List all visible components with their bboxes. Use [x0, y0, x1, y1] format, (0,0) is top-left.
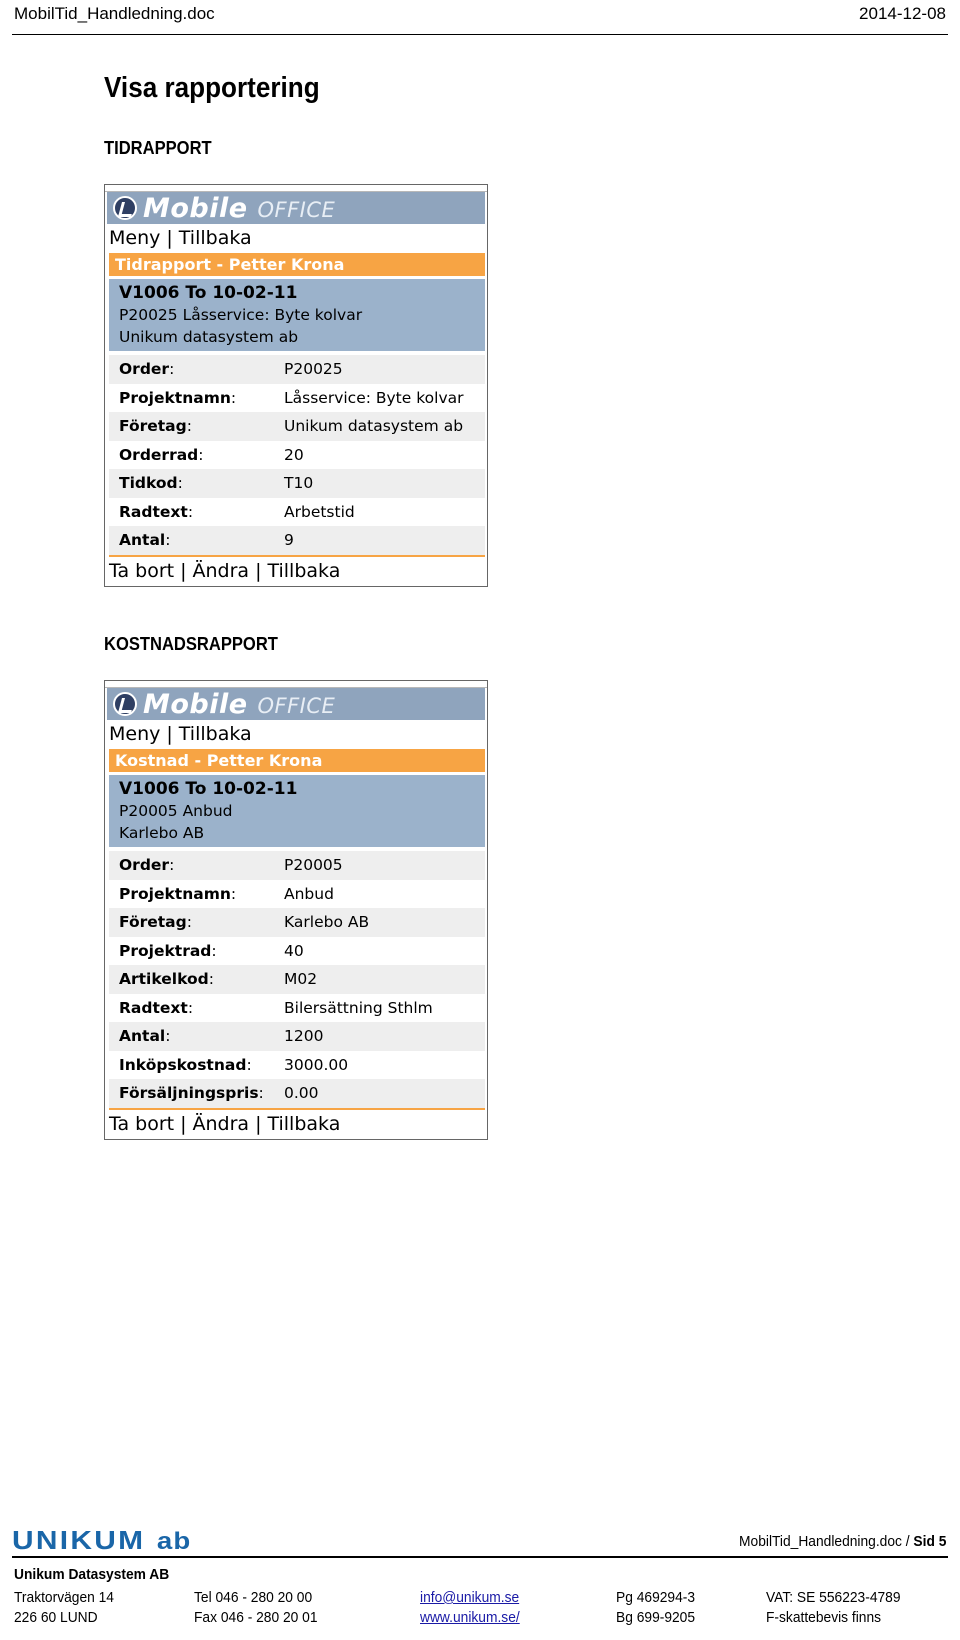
top-nav [105, 720, 487, 749]
detail-row [109, 908, 485, 937]
label-colon: : [211, 941, 217, 960]
detail-row [109, 1022, 485, 1051]
app-logo [143, 689, 335, 720]
email-link[interactable]: info@unikum.se [420, 1589, 520, 1606]
detail-value: Anbud [284, 880, 485, 909]
detail-label [109, 880, 284, 909]
footer-giro [616, 1588, 695, 1628]
detail-row [109, 441, 485, 470]
detail-label-text: Antal [119, 531, 166, 550]
label-colon: : [230, 884, 237, 903]
detail-label [109, 908, 284, 937]
menu-link[interactable]: Meny [109, 227, 161, 249]
detail-label [109, 994, 284, 1023]
top-divider [105, 681, 487, 688]
detail-label-text: Projektrad [119, 941, 212, 960]
phone-tel: Tel 046 - 280 20 00 [194, 1589, 313, 1606]
label-colon: : [169, 856, 175, 875]
label-colon: : [198, 445, 204, 464]
label-colon: : [177, 474, 183, 493]
edit-link[interactable]: Ändra [192, 1112, 250, 1135]
mobile-office-logo-icon [113, 692, 137, 716]
detail-row [109, 1051, 485, 1080]
detail-label-text: Projektnamn [119, 388, 231, 407]
footer-web [420, 1588, 520, 1628]
label-colon: : [208, 970, 214, 989]
phone-fax: Fax 046 - 280 20 01 [194, 1609, 318, 1626]
plusgiro: Pg 469294-3 [616, 1589, 696, 1606]
report-summary [109, 775, 485, 847]
detail-value: M02 [284, 965, 485, 994]
page-title: Visa rapportering [104, 72, 320, 104]
company-name: Unikum Datasystem AB [14, 1566, 170, 1583]
detail-value: Arbetstid [284, 498, 485, 527]
detail-label-text: Inköpskostnad [119, 1055, 247, 1074]
section-label-kostnadsrapport: KOSTNADSRAPPORT [104, 634, 278, 654]
details-table [109, 355, 485, 555]
page-number: Sid 5 [913, 1533, 946, 1550]
bankgiro: Bg 699-9205 [616, 1609, 696, 1626]
detail-row [109, 498, 485, 527]
top-divider [105, 185, 487, 192]
bottom-actions [105, 1110, 487, 1139]
detail-row [109, 1079, 485, 1108]
label-colon: : [165, 531, 171, 550]
label-colon: : [258, 1084, 264, 1103]
label-colon: : [187, 998, 194, 1017]
detail-value: 1200 [284, 1022, 485, 1051]
top-nav [105, 224, 487, 253]
summary-company: Unikum datasystem ab [119, 328, 299, 346]
detail-value: 3000.00 [284, 1051, 485, 1080]
detail-label-text: Order [119, 856, 170, 875]
detail-value: 40 [284, 937, 485, 966]
detail-label [109, 441, 284, 470]
detail-label-text: Artikelkod [119, 970, 209, 989]
document-header [12, 2, 948, 35]
action-separator: | [180, 559, 187, 582]
detail-label [109, 1079, 284, 1108]
detail-label [109, 412, 284, 441]
back-link[interactable]: Tillbaka [267, 1112, 341, 1135]
header-filename: MobilTid_Handledning.doc [14, 4, 215, 23]
menu-link[interactable]: Meny [109, 723, 161, 745]
footer-address [14, 1588, 114, 1628]
detail-value: Unikum datasystem ab [284, 412, 485, 441]
detail-value: T10 [284, 469, 485, 498]
detail-row [109, 384, 485, 413]
detail-value: 20 [284, 441, 485, 470]
detail-label [109, 851, 284, 880]
details-table [109, 851, 485, 1108]
detail-label [109, 937, 284, 966]
label-colon: : [230, 388, 237, 407]
action-separator: | [255, 1112, 262, 1135]
detail-label [109, 355, 284, 384]
footer-divider [12, 1556, 948, 1558]
mobile-office-logo-icon [113, 196, 137, 220]
summary-project: P20025 Låsservice: Byte kolvar [119, 306, 363, 324]
detail-row [109, 994, 485, 1023]
action-separator: | [255, 559, 262, 582]
back-link[interactable]: Tillbaka [178, 227, 252, 249]
mobile-office-screenshot-kostnad [104, 680, 488, 1140]
label-colon: : [246, 1055, 252, 1074]
logo-text: UNIKUM [12, 1525, 146, 1555]
label-colon: : [186, 913, 192, 932]
page-ref-file: MobilTid_Handledning.doc / [738, 1533, 910, 1550]
detail-label-text: Försäljningspris [119, 1084, 259, 1103]
mobile-office-screenshot-tidrapport [104, 184, 488, 587]
detail-label-text: Radtext [119, 502, 188, 521]
edit-link[interactable]: Ändra [192, 559, 250, 582]
logo-suffix: ab [156, 1528, 192, 1555]
detail-row [109, 851, 485, 880]
detail-label [109, 469, 284, 498]
back-link[interactable]: Tillbaka [178, 723, 252, 745]
address-city: 226 60 LUND [14, 1609, 98, 1626]
bottom-actions [105, 557, 487, 586]
detail-label-text: Tidkod [119, 474, 178, 493]
report-summary [109, 279, 485, 351]
nav-separator: | [166, 723, 173, 745]
detail-value: Låsservice: Byte kolvar [284, 384, 485, 413]
detail-row [109, 880, 485, 909]
delete-link[interactable]: Ta bort [109, 1112, 175, 1135]
footer-vat [766, 1588, 901, 1628]
detail-label-text: Antal [119, 1027, 166, 1046]
detail-label-text: Radtext [119, 998, 188, 1017]
report-subtitle: Kostnad - Petter Krona [109, 749, 485, 772]
header-date: 2014-12-08 [859, 4, 946, 23]
detail-label-text: Projektnamn [119, 884, 231, 903]
summary-company: Karlebo AB [119, 824, 205, 842]
summary-week-date: V1006 To 10-02-11 [119, 283, 298, 303]
detail-row [109, 355, 485, 384]
label-colon: : [169, 360, 175, 379]
nav-separator: | [166, 227, 173, 249]
summary-project: P20005 Anbud [119, 802, 233, 820]
detail-label-text: Order [119, 360, 170, 379]
action-separator: | [180, 1112, 187, 1135]
back-link[interactable]: Tillbaka [267, 559, 341, 582]
website-link[interactable]: www.unikum.se/ [420, 1609, 520, 1626]
label-colon: : [186, 417, 192, 436]
detail-value: 0.00 [284, 1079, 485, 1108]
detail-value: P20025 [284, 355, 485, 384]
detail-value: P20005 [284, 851, 485, 880]
label-colon: : [165, 1027, 171, 1046]
tax-certificate: F-skattebevis finns [766, 1609, 882, 1626]
detail-label [109, 526, 284, 555]
report-subtitle: Tidrapport - Petter Krona [109, 253, 485, 276]
logo-sub-text: OFFICE [257, 198, 336, 222]
delete-link[interactable]: Ta bort [109, 559, 175, 582]
footer-phone [194, 1588, 318, 1628]
app-logo [143, 193, 335, 224]
detail-label [109, 498, 284, 527]
detail-label [109, 965, 284, 994]
detail-label-text: Företag [119, 417, 187, 436]
detail-value: Karlebo AB [284, 908, 485, 937]
detail-row [109, 412, 485, 441]
page-reference [739, 1533, 946, 1550]
detail-value: 9 [284, 526, 485, 555]
detail-label [109, 1051, 284, 1080]
detail-label-text: Företag [119, 913, 187, 932]
vat-number: VAT: SE 556223-4789 [766, 1589, 901, 1606]
section-label-tidrapport: TIDRAPPORT [104, 138, 212, 158]
label-colon: : [187, 502, 194, 521]
detail-value: Bilersättning Sthlm [284, 994, 485, 1023]
unikum-logo [12, 1525, 191, 1556]
logo-sub-text: OFFICE [257, 694, 336, 718]
app-banner [107, 192, 485, 224]
app-banner [107, 688, 485, 720]
detail-label-text: Orderrad [119, 445, 199, 464]
detail-row [109, 469, 485, 498]
detail-label [109, 1022, 284, 1051]
logo-main-text: Mobile [143, 193, 248, 224]
detail-row [109, 526, 485, 555]
summary-week-date: V1006 To 10-02-11 [119, 779, 298, 799]
detail-label [109, 384, 284, 413]
address-street: Traktorvägen 14 [14, 1589, 114, 1606]
detail-row [109, 937, 485, 966]
logo-main-text: Mobile [143, 689, 248, 720]
detail-row [109, 965, 485, 994]
